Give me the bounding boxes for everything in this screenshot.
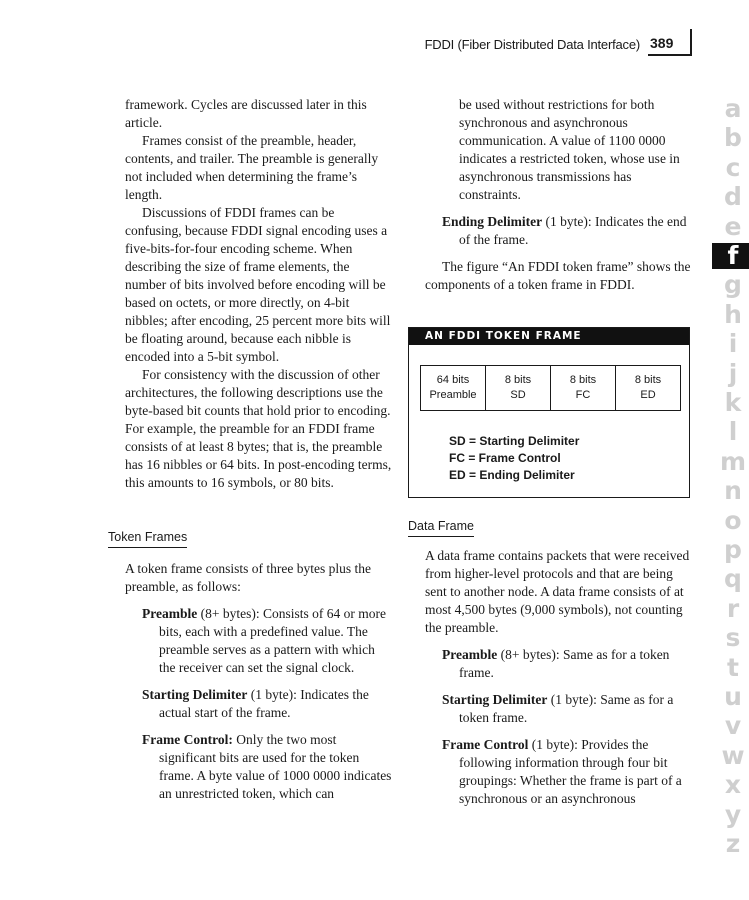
header-rule-vertical (690, 29, 692, 55)
term-entry-frame-control (425, 736, 693, 808)
frame-field-preamble (421, 366, 486, 411)
thumb-letter-v: v (724, 711, 742, 741)
paragraph: For consistency with the discussion of other architectures, the following descriptions use the byte-based bit counts that hold prior to encoding. For example, the preamble for an FDDI frame consists of at least 8 bytes; that is, the preamble has 16 nibbles or 64 bits. In post-encoding terms, this amounts to 16 symbols, or 80 bits. (125, 367, 392, 490)
thumb-letter-l: l (728, 417, 738, 447)
token-frame-diagram (420, 365, 681, 411)
frame-field-ed (616, 366, 681, 411)
term-entry-starting-delimiter (125, 686, 393, 722)
thumb-letter-o: o (724, 505, 742, 535)
thumb-letter-d: d (724, 182, 742, 212)
legend-item: FC = Frame Control (449, 451, 561, 465)
term-name: Preamble (442, 647, 498, 662)
thumb-letter-u: u (724, 682, 742, 711)
term-size: (1 byte): (528, 737, 578, 752)
figure-title: AN FDDI TOKEN FRAME (409, 328, 689, 345)
page-number: 389 (650, 35, 674, 51)
thumb-letter-y: y (724, 799, 742, 829)
field-bits: 8 bits (569, 374, 597, 386)
thumb-letter-f: f (712, 243, 749, 269)
thumb-letter-r: r (726, 593, 740, 623)
paragraph: Discussions of FDDI frames can be confusing, because FDDI signal encoding uses a five-bits-for-four encoding scheme. When describing the size of frame elements, the number of bits involved before encoding will be based on octets, or more directly, on 4-bit nibbles; after encoding, 25 percent more bits will be floating around, because each nibble is encoded into a 5-bit symbol. (125, 205, 391, 364)
thumb-letter-s: s (725, 623, 741, 653)
term-definition: Indicates the end of the frame. (459, 214, 687, 247)
frame-field-sd (486, 366, 551, 411)
term-definition: Only the two most significant bits are used for the token frame. A byte value of 1000 0000 indicates an unrestricted token, which can (159, 732, 392, 801)
paragraph: A token frame consists of three bytes plus the preamble, as follows: (125, 561, 371, 594)
thumb-letter-e: e (724, 211, 742, 241)
term-name: Preamble (142, 606, 198, 621)
field-label: ED (640, 389, 656, 401)
term-entry-starting-delimiter (425, 691, 693, 727)
right-column-lower (425, 547, 693, 808)
legend-item: SD = Starting Delimiter (449, 434, 580, 448)
thumb-letter-k: k (724, 388, 742, 417)
term-definition: Same as for a token frame. (459, 647, 670, 680)
figure-legend (449, 433, 579, 484)
thumb-letter-z: z (725, 829, 741, 858)
frame-field-fc (551, 366, 616, 411)
thumb-letter-p: p (724, 535, 742, 564)
term-entry-ending-delimiter (425, 213, 693, 249)
thumb-letter-i: i (728, 329, 738, 359)
thumb-letter-t: t (727, 652, 739, 682)
thumb-letter-x: x (724, 770, 742, 800)
paragraph: A data frame contains packets that were received from higher-level protocols and that are being sent to another node. A data frame consists of at most 4,500 bytes (9,000 symbols), not counting the preamble. (425, 548, 690, 635)
left-column (125, 96, 393, 492)
term-name: Starting Delimiter (142, 687, 248, 702)
paragraph-continued: be used without restrictions for both synchronous and asynchronous communication. A value of 1100 0000 indicates a restricted token, whose use in asynchronous transmissions has constraints. (459, 97, 680, 202)
term-entry-preamble (125, 605, 393, 677)
section-heading-token-frames: Token Frames (108, 530, 187, 548)
paragraph: The figure “An FDDI token frame” shows the components of a token frame in FDDI. (425, 259, 691, 292)
term-name: Ending Delimiter (442, 214, 543, 229)
term-name: Frame Control (442, 737, 529, 752)
term-definition: Consists of 64 or more bits, each with a predefined value. The preamble serves as a pattern with which the receiver can set the signal clock. (159, 606, 386, 675)
term-definition: Same as for a token frame. (459, 692, 674, 725)
section-heading-data-frame: Data Frame (408, 519, 474, 537)
field-bits: 64 bits (436, 374, 470, 386)
thumb-letter-c: c (725, 152, 741, 182)
right-column (425, 96, 693, 294)
thumb-letter-n: n (724, 476, 742, 506)
field-label: SD (510, 389, 526, 401)
term-entry-preamble (425, 646, 693, 682)
thumb-letter-h: h (724, 299, 742, 329)
term-size: (8+ bytes): (497, 647, 560, 662)
thumb-letter-b: b (724, 123, 742, 153)
left-column-lower (125, 560, 393, 803)
token-frame-figure (408, 327, 690, 498)
header-rule-horizontal (648, 54, 692, 56)
field-bits: 8 bits (504, 374, 532, 386)
term-size: (1 byte): (547, 692, 597, 707)
thumb-letter-q: q (724, 564, 742, 594)
term-name: Starting Delimiter (442, 692, 548, 707)
term-definition: Provides the following information through four bit groupings: Whether the frame is part of a synchronous or an asynchronous (459, 737, 682, 806)
paragraph: framework. Cycles are discussed later in this article. (125, 97, 367, 130)
thumb-letter-w: w (721, 740, 745, 770)
term-definition: Indicates the actual start of the frame. (159, 687, 369, 720)
term-name: Frame Control: (142, 732, 233, 747)
thumb-letter-a: a (724, 94, 742, 123)
term-size: (1 byte): (247, 687, 297, 702)
field-label: FC (575, 389, 591, 401)
term-size: (1 byte): (542, 214, 592, 229)
thumb-letter-g: g (724, 270, 742, 300)
field-bits: 8 bits (634, 374, 662, 386)
thumb-letter-m: m (719, 446, 747, 476)
thumb-letter-j: j (728, 358, 738, 388)
legend-item: ED = Ending Delimiter (449, 468, 575, 482)
running-header-title: FDDI (Fiber Distributed Data Interface) (424, 37, 640, 52)
term-size: (8+ bytes): (197, 606, 260, 621)
term-entry-frame-control (125, 731, 393, 803)
field-label: Preamble (429, 389, 477, 401)
paragraph: Frames consist of the preamble, header, contents, and trailer. The preamble is generally not included when determining the frame’s length. (125, 133, 379, 202)
